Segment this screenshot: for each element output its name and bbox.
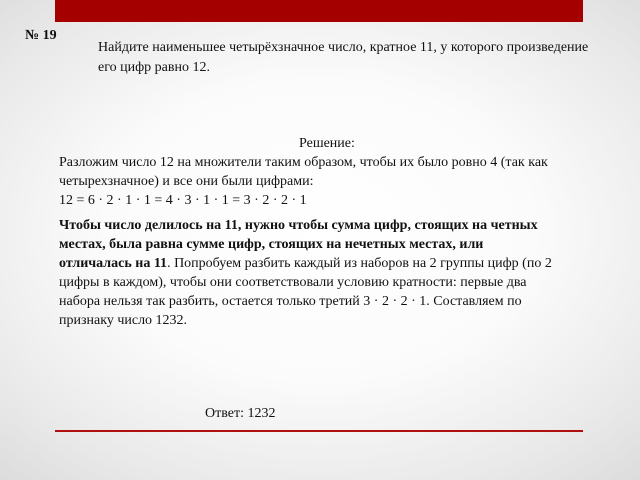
solution-paragraph-2 (59, 216, 559, 330)
factorization-equation: 12 = 6 · 2 · 1 · 1 = 4 · 3 · 1 · 1 = 3 · 2 · 2 · 1 (59, 193, 307, 208)
solution-reasoning: . Попробуем разбить каждый из наборов на 2 группы цифр (по 2 цифры в каждом), чтобы они соответствовали условию кратности: первые два набора нельзя так разбить, остается только третий 3 · 2 · 2 · 1. Составляем по признаку число 1232. (59, 256, 552, 328)
factorization-intro: Разложим число 12 на множители таким образом, чтобы их было ровно 4 (так как четырехзначное) и все они были цифрами: (59, 155, 548, 189)
task-question: Найдите наименьшее четырёхзначное число, кратное 11, у которого произведение его цифр равно 12. (98, 40, 589, 75)
divisibility-rule: Чтобы число делилось на 11, нужно чтобы сумма цифр, стоящих на четных местах, была равна сумме цифр, стоящих на нечетных местах, или отличалась на 11 (59, 218, 538, 271)
bottom-divider-line (55, 430, 583, 432)
task-number: № 19 (25, 28, 57, 43)
answer-text: Ответ: 1232 (205, 406, 276, 421)
top-accent-bar (55, 0, 583, 22)
solution-heading: Решение: (299, 136, 355, 151)
solution-paragraph-1 (59, 153, 604, 210)
